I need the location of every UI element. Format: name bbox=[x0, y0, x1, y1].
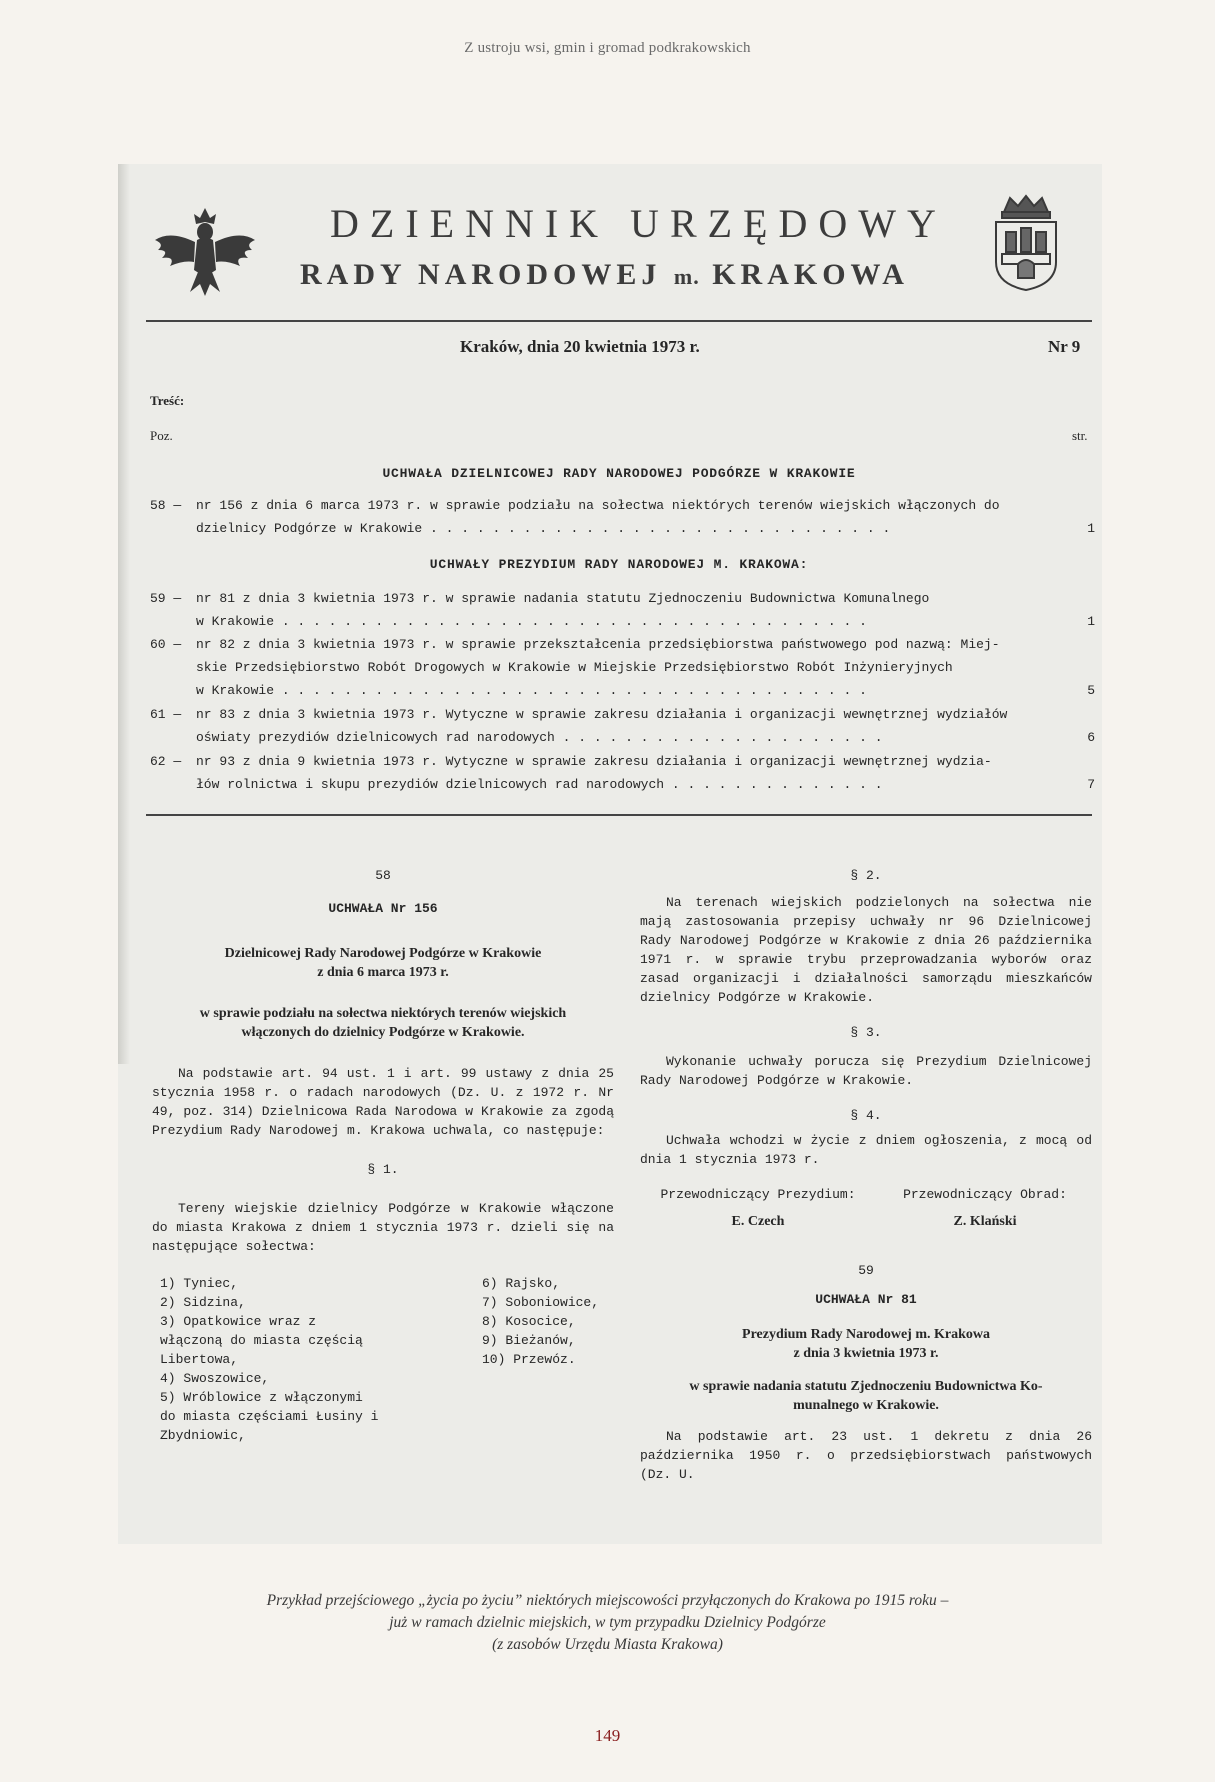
toc-poz-label: Poz. bbox=[150, 428, 173, 443]
left-column bbox=[152, 866, 614, 1454]
toc-entry-61 bbox=[150, 703, 1095, 749]
toc-entry-number: 61 — bbox=[150, 707, 182, 722]
issue-number: Nr 9 bbox=[1048, 337, 1081, 356]
signature-role: Przewodniczący Obrad: bbox=[903, 1187, 1067, 1202]
resolution-issuer-line: Dzielnicowej Rady Narodowej Podgórze w Krakowie bbox=[224, 946, 542, 961]
figure-caption bbox=[0, 1590, 1215, 1656]
masthead-title: DZIENNIK URZĘDOWY bbox=[330, 201, 947, 246]
list-item: 1) Tyniec, bbox=[160, 1276, 239, 1291]
list-item: 2) Sidzina, bbox=[160, 1295, 246, 1310]
toc-entry-line: dzielnicy Podgórze w Krakowie . . . . . . . . . . . . . . . . . . . . . . . . . . . . . . bbox=[196, 521, 891, 536]
resolution-subject-line-2: munalnego w Krakowie. bbox=[793, 1398, 939, 1413]
list-item: 4) Swoszowice, bbox=[160, 1371, 270, 1386]
resolution-title-2: UCHWAŁA Nr 81 bbox=[815, 1292, 917, 1307]
toc-bottom-rule bbox=[146, 814, 1092, 816]
toc-entry-line: nr 82 z dnia 3 kwietnia 1973 r. w sprawie przekształcenia przedsiębiorstwa państwowego pod nazwą: Miej- bbox=[196, 637, 1000, 652]
masthead-subtitle-part-a: RADY NARODOWEJ bbox=[300, 258, 662, 291]
section-3-label: § 3. bbox=[850, 1025, 882, 1040]
section-2-label: § 2. bbox=[850, 868, 882, 883]
krakow-crest-icon bbox=[988, 192, 1064, 292]
toc-entry-62 bbox=[150, 750, 1095, 796]
page-number: 149 bbox=[594, 1726, 621, 1745]
section-1-label: § 1. bbox=[367, 1162, 399, 1177]
resolution-issuer-line-2: Prezydium Rady Narodowej m. Krakowa bbox=[742, 1327, 990, 1342]
caption-line: już w ramach dzielnic miejskich, w tym przypadku Dzielnicy Podgórze bbox=[389, 1614, 826, 1631]
toc-entry-line: nr 83 z dnia 3 kwietnia 1973 r. Wytyczne w sprawie zakresu działania i organizacji wewnętrznej wydziałów bbox=[196, 707, 1008, 722]
toc-label: Treść: bbox=[150, 393, 185, 408]
section-4-text: Uchwała wchodzi w życie z dniem ogłoszenia, z mocą od dnia 1 stycznia 1973 r. bbox=[640, 1133, 1092, 1167]
toc-entry-line: oświaty prezydiów dzielnicowych rad narodowych . . . . . . . . . . . . . . . . . . . . . bbox=[196, 730, 883, 745]
resolution-preamble-2: Na podstawie art. 23 ust. 1 dekretu z dnia 26 października 1950 r. o przedsiębiorstwach państwowych (Dz. U. bbox=[640, 1429, 1092, 1482]
eagle-icon bbox=[150, 200, 260, 300]
resolution-preamble: Na podstawie art. 94 ust. 1 i art. 99 ustawy z dnia 25 stycznia 1958 r. o radach narodowych (Dz. U. z 1972 r. Nr 49, poz. 314) Dzielnicowa Rada Narodowa w Krakowie za zgodą Prezydium Rady Narodowej m. Krakowa uchwala, co następuje: bbox=[152, 1066, 614, 1138]
toc-entry-60 bbox=[150, 633, 1095, 702]
issue-date: Kraków, dnia 20 kwietnia 1973 r. bbox=[460, 337, 700, 356]
village-list bbox=[152, 1274, 614, 1454]
toc-entry-line: nr 81 z dnia 3 kwietnia 1973 r. w sprawie nadania statutu Zjednoczeniu Budownictwa Komunalnego bbox=[196, 591, 930, 606]
toc-entry-59 bbox=[150, 587, 1095, 633]
scan-shadow-edge bbox=[118, 164, 130, 1064]
toc-entry-page: 5 bbox=[1087, 683, 1095, 698]
resolution-date-line-2: z dnia 3 kwietnia 1973 r. bbox=[793, 1346, 939, 1361]
section-3-text: Wykonanie uchwały poruczа się Prezydium Dzielnicowej Rady Narodowej Podgórze w Krakowie. bbox=[640, 1054, 1092, 1088]
toc-entry-line: skie Przedsiębiorstwo Robót Drogowych w Krakowie w Miejskie Przedsiębiorstwo Robót Inżynieryjnych bbox=[196, 660, 953, 675]
village-list-right bbox=[482, 1274, 642, 1369]
toc-entry-page: 6 bbox=[1087, 730, 1095, 745]
masthead-subtitle-part-b: KRAKOWA bbox=[712, 258, 909, 291]
toc-entry-number: 59 — bbox=[150, 591, 182, 606]
signature-block-proceedings bbox=[880, 1185, 1090, 1231]
toc-entry-page: 1 bbox=[1087, 521, 1095, 536]
toc-heading-presidium: UCHWAŁY PREZYDIUM RADY NARODOWEJ M. KRAKOWA: bbox=[429, 557, 809, 572]
signature-role: Przewodniczący Prezydium: bbox=[660, 1187, 856, 1202]
toc-entry-number: 60 — bbox=[150, 637, 182, 652]
caption-line: (z zasobów Urzędu Miasta Krakowa) bbox=[492, 1636, 723, 1653]
toc-entry-page: 1 bbox=[1087, 614, 1095, 629]
list-item: 7) Soboniowice, bbox=[482, 1295, 600, 1310]
signatures bbox=[640, 1185, 1092, 1241]
right-column bbox=[640, 866, 1092, 1484]
toc-entry-line: łów rolnictwa i skupu prezydiów dzielnicowych rad narodowych . . . . . . . . . . . . . . bbox=[196, 777, 883, 792]
resolution-subject-line: w sprawie podziału na sołectwa niektórych terenów wiejskich bbox=[199, 1006, 567, 1021]
toc-heading-council: UCHWAŁA DZIELNICOWEJ RADY NARODOWEJ PODGÓRZE W KRAKOWIE bbox=[382, 466, 856, 481]
running-head: Z ustroju wsi, gmin i gromad podkrakowskich bbox=[464, 40, 751, 56]
toc-entry-line: w Krakowie . . . . . . . . . . . . . . . . . . . . . . . . . . . . . . . . . . . . . . bbox=[196, 614, 867, 629]
masthead-subtitle-m: m. bbox=[673, 264, 700, 289]
toc-entry-number: 62 — bbox=[150, 754, 182, 769]
list-item: 10) Przewóz. bbox=[482, 1352, 576, 1367]
resolution-subject-line-2: w sprawie nadania statutu Zjednoczeniu Budownictwa Ko- bbox=[689, 1379, 1043, 1394]
section-2-text: Na terenach wiejskich podzielonych na sołectwa nie mają zastosowania przepisy uchwały nr 96 Dzielnicowej Rady Narodowej Podgórze w Krakowie z dnia 26 października 1971 r. w sprawie trybu przeprowadzania wyborów oraz zasad organizacji i działalności samorządu mieszkańców dzielnicy Podgórze w Krakowie. bbox=[640, 895, 1092, 1005]
resolution-subject-line: włączonych do dzielnicy Podgórze w Krakowie. bbox=[241, 1025, 525, 1040]
village-list-left bbox=[160, 1274, 380, 1445]
resolution-date-line: z dnia 6 marca 1973 r. bbox=[317, 965, 449, 980]
toc-entry-number: 58 — bbox=[150, 498, 182, 513]
list-item: 5) Wróblowice z włączonymi do miasta częściami Łusiny i Zbydniowic, bbox=[160, 1390, 379, 1443]
list-item: 6) Rajsko, bbox=[482, 1276, 561, 1291]
toc-entry-58 bbox=[150, 494, 1095, 540]
resolution-number-2: 59 bbox=[858, 1263, 874, 1278]
toc-entry-page: 7 bbox=[1087, 777, 1095, 792]
signature-name: Z. Klański bbox=[953, 1214, 1017, 1229]
toc-entry-line: nr 93 z dnia 9 kwietnia 1973 r. Wytyczne w sprawie zakresu działania i organizacji wewnętrznej wydzia- bbox=[196, 754, 992, 769]
resolution-number: 58 bbox=[375, 868, 391, 883]
section-1-text: Tereny wiejskie dzielnicy Podgórze w Krakowie włączone do miasta Krakowa z dniem 1 stycznia 1973 r. dzieli się na następujące sołectwa: bbox=[152, 1201, 614, 1254]
signature-block-presidium bbox=[648, 1185, 868, 1231]
toc-entry-line: nr 156 z dnia 6 marca 1973 r. w sprawie podziału na sołectwa niektórych terenów wiejskich włączonych do bbox=[196, 498, 1000, 513]
section-4-label: § 4. bbox=[850, 1108, 882, 1123]
caption-line: Przykład przejściowego „życia po życiu” niektórych miejscowości przyłączonych do Krakowa po 1915 roku – bbox=[266, 1592, 949, 1609]
masthead-subtitle bbox=[300, 258, 909, 292]
signature-name: E. Czech bbox=[731, 1214, 785, 1229]
list-item: 8) Kosocice, bbox=[482, 1314, 576, 1329]
resolution-title: UCHWAŁA Nr 156 bbox=[328, 901, 438, 916]
list-item: 3) Opatkowice wraz z włączoną do miasta częścią Libertowa, bbox=[160, 1314, 363, 1367]
toc-str-label: str. bbox=[1072, 428, 1088, 443]
masthead-rule bbox=[146, 320, 1092, 322]
toc-entry-line: w Krakowie . . . . . . . . . . . . . . . . . . . . . . . . . . . . . . . . . . . . . . bbox=[196, 683, 867, 698]
list-item: 9) Bieżanów, bbox=[482, 1333, 576, 1348]
